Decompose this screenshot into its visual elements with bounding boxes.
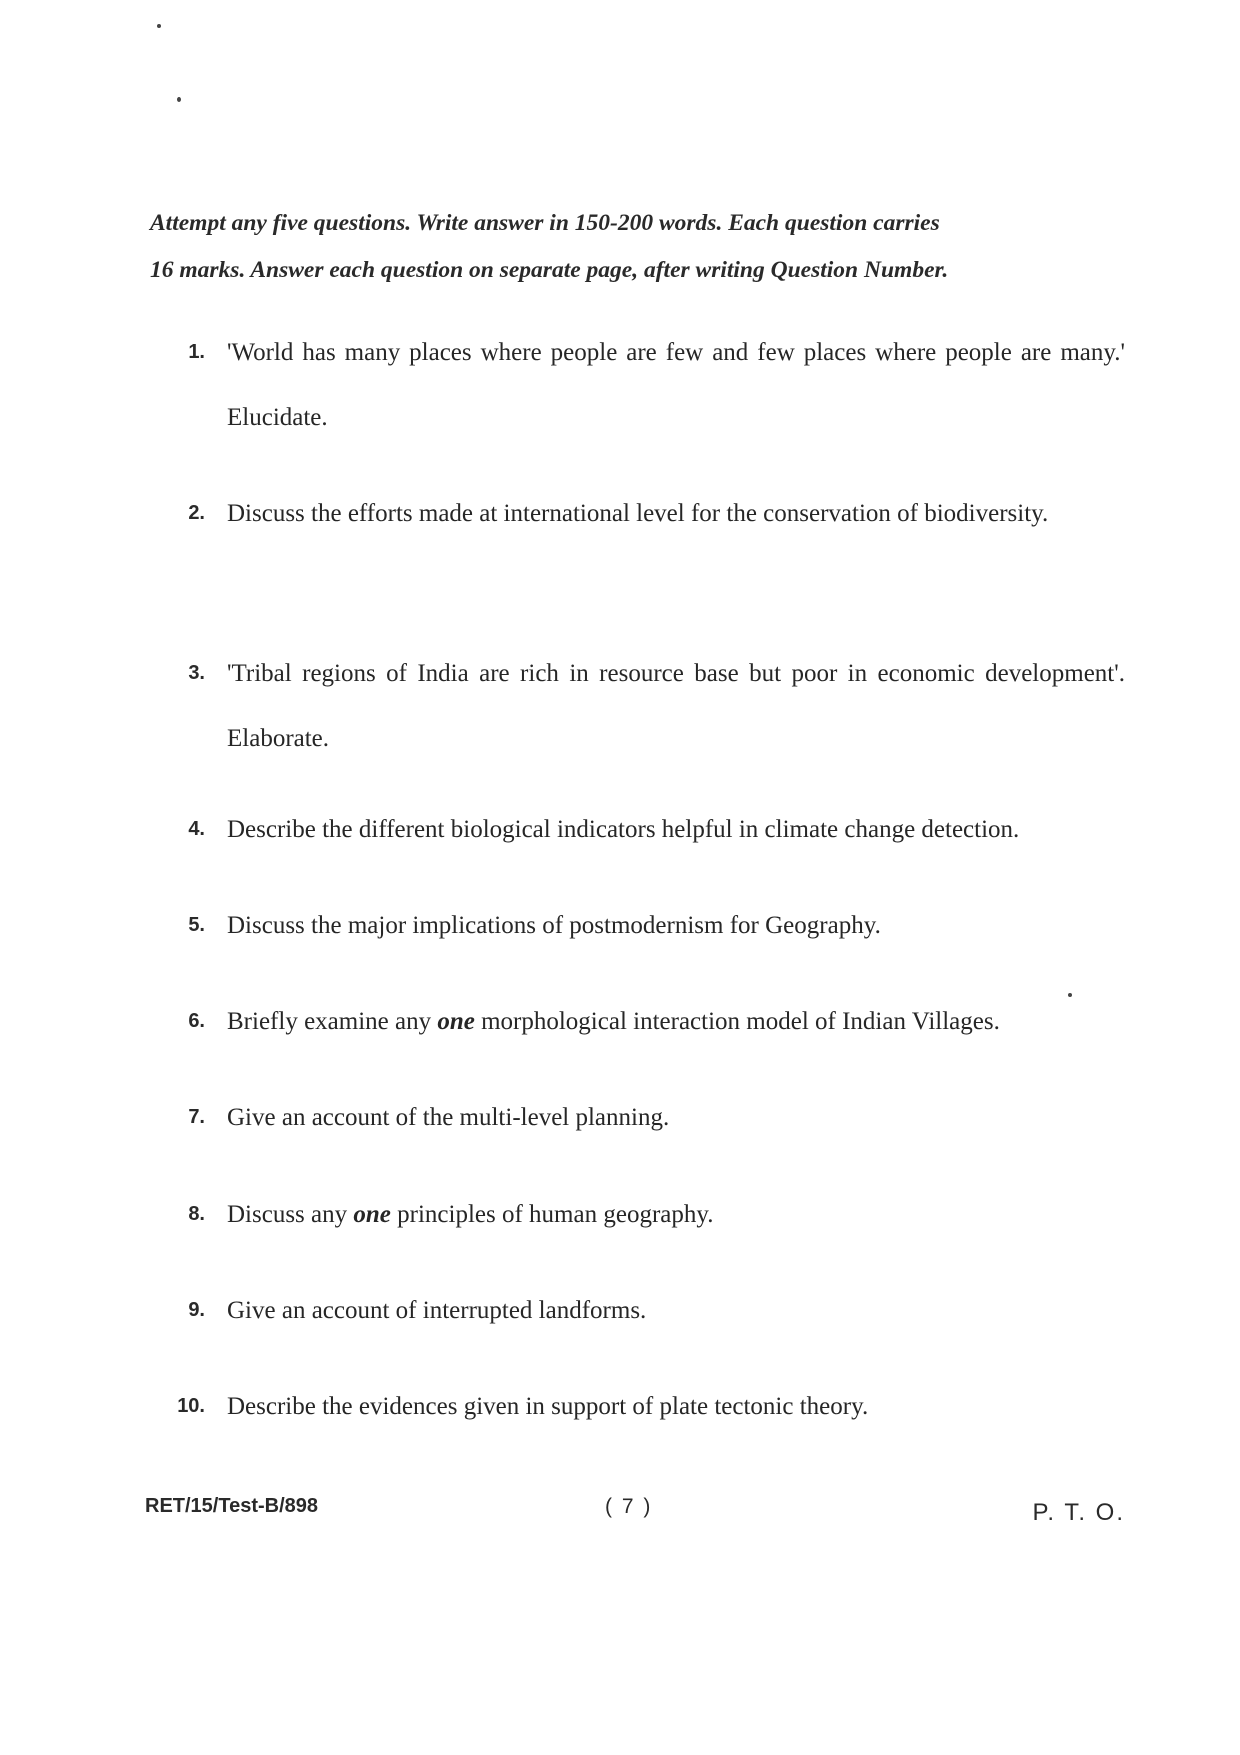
question-number: 6. bbox=[188, 1010, 205, 1032]
instructions-line-2: 16 marks. Answer each question on separate page, after writing Question Number. bbox=[150, 257, 949, 283]
question-text: Discuss the efforts made at international level for the conservation of biodiversity. bbox=[227, 500, 1049, 527]
question-6 bbox=[165, 989, 1125, 1054]
paper-code: RET/15/Test-B/898 bbox=[145, 1495, 319, 1517]
scan-speck bbox=[177, 97, 181, 102]
scan-speck bbox=[157, 24, 161, 28]
page-number: ( 7 ) bbox=[605, 1495, 653, 1518]
question-text-before: Discuss any bbox=[227, 1201, 354, 1228]
question-text: Describe the evidences given in support of plate tectonic theory. bbox=[227, 1393, 869, 1420]
question-number: 5. bbox=[188, 914, 205, 936]
question-9 bbox=[165, 1278, 1125, 1343]
question-text bbox=[227, 1182, 1125, 1247]
question-text-after: morphological interaction model of Indian Villages. bbox=[474, 1008, 1000, 1035]
question-text bbox=[227, 989, 1125, 1054]
question-number: 4. bbox=[188, 818, 205, 840]
question-number: 9. bbox=[188, 1299, 205, 1321]
question-number: 10. bbox=[177, 1395, 205, 1417]
question-number: 1. bbox=[188, 341, 205, 363]
question-number: 7. bbox=[188, 1106, 205, 1128]
instructions bbox=[150, 200, 1115, 294]
page-footer bbox=[145, 1495, 1125, 1535]
question-4 bbox=[165, 797, 1125, 862]
question-text-after: principles of human geography. bbox=[390, 1201, 714, 1228]
question-3 bbox=[165, 641, 1125, 771]
emphasis-one: one bbox=[353, 1201, 391, 1228]
question-2 bbox=[165, 481, 1125, 546]
question-text: Give an account of interrupted landforms. bbox=[227, 1297, 647, 1324]
instructions-line-1: Attempt any five questions. Write answer in 150-200 words. Each question carries bbox=[150, 210, 940, 236]
question-text: 'Tribal regions of India are rich in resource base but poor in economic development'. Elaborate. bbox=[227, 660, 1125, 752]
question-number: 8. bbox=[188, 1203, 205, 1225]
please-turn-over: P. T. O. bbox=[1032, 1499, 1125, 1526]
question-text: Give an account of the multi-level planning. bbox=[227, 1104, 670, 1131]
question-text: 'World has many places where people are few and few places where people are many.' Elucidate. bbox=[227, 339, 1125, 431]
question-1 bbox=[165, 320, 1125, 450]
question-7 bbox=[165, 1085, 1125, 1150]
question-text: Describe the different biological indicators helpful in climate change detection. bbox=[227, 816, 1020, 843]
question-text: Discuss the major implications of postmodernism for Geography. bbox=[227, 912, 881, 939]
emphasis-one: one bbox=[437, 1008, 475, 1035]
question-10 bbox=[165, 1374, 1125, 1439]
question-5 bbox=[165, 893, 1125, 958]
question-number: 2. bbox=[188, 502, 205, 524]
question-text-before: Briefly examine any bbox=[227, 1008, 438, 1035]
question-number: 3. bbox=[188, 662, 205, 684]
question-8 bbox=[165, 1182, 1125, 1247]
